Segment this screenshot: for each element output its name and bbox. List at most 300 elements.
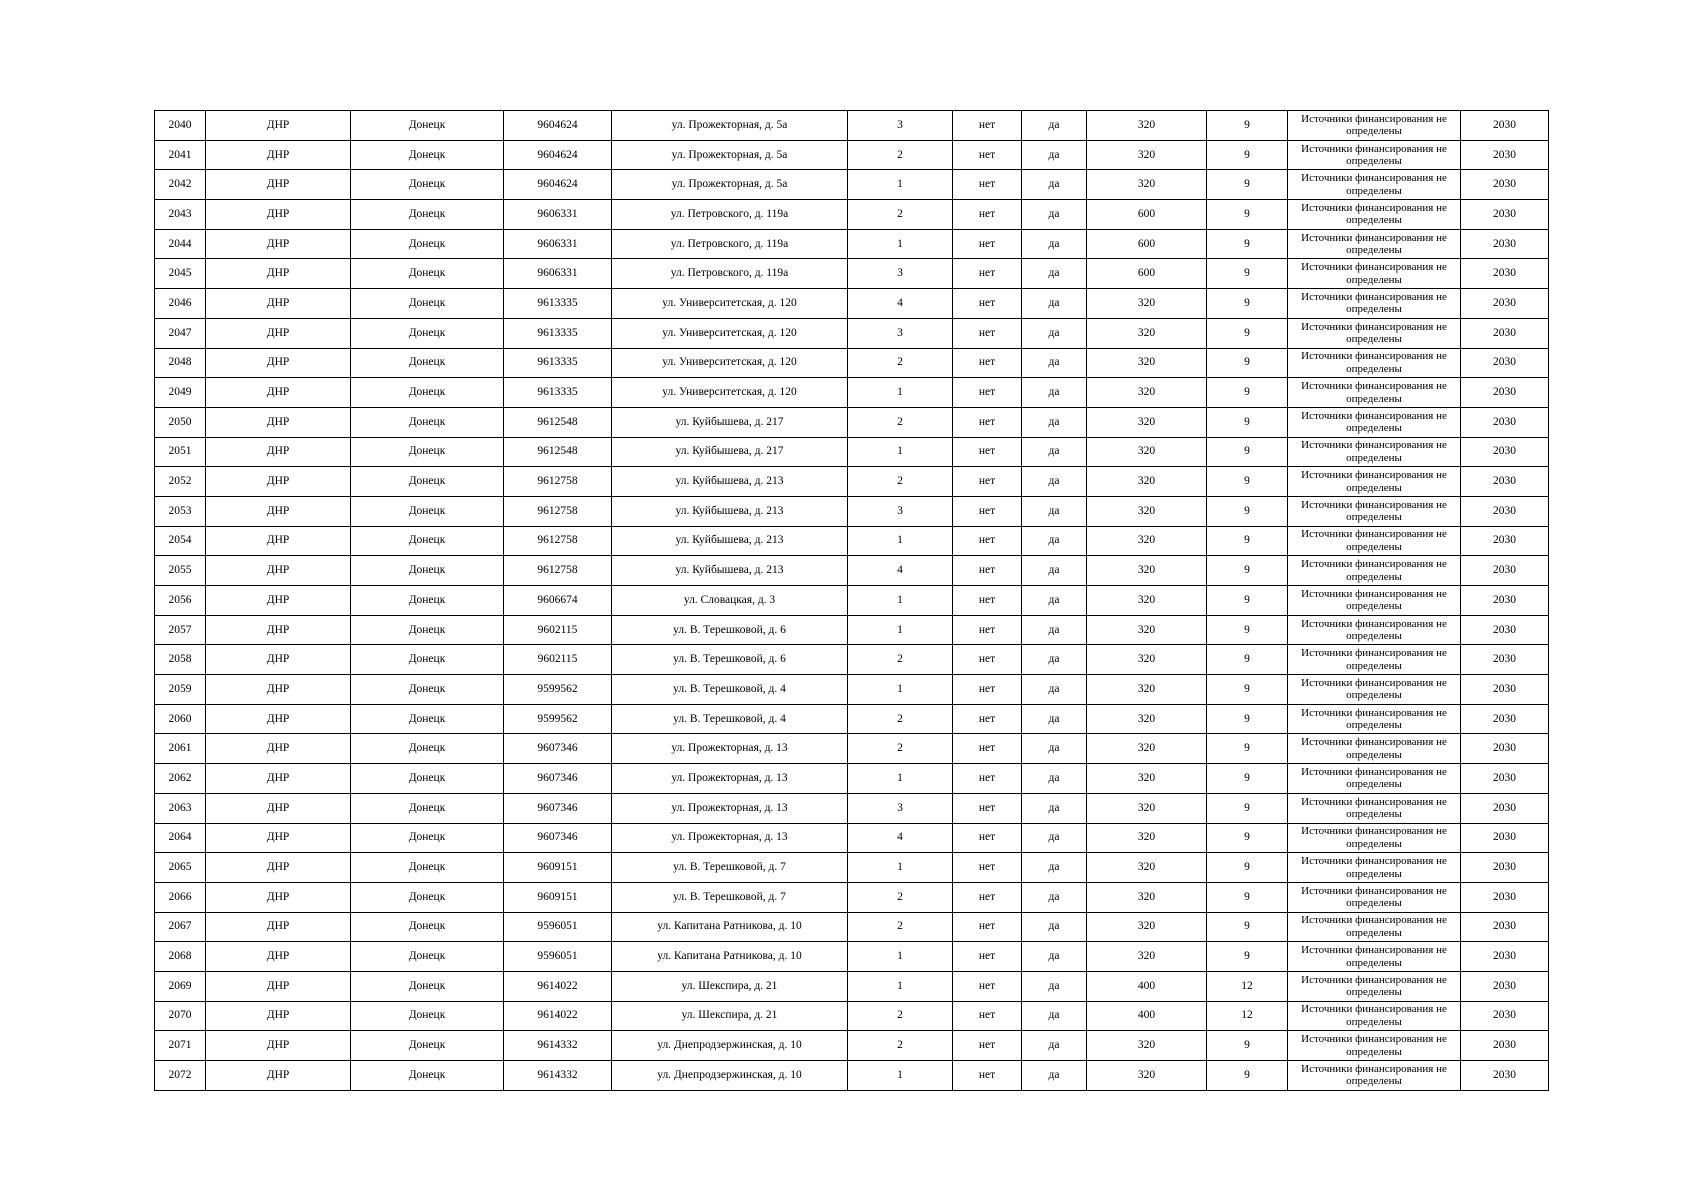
city-cell: Донецк	[351, 170, 504, 200]
address-cell: ул. Днепродзержинская, д. 10	[612, 1031, 848, 1061]
address-cell: ул. Куйбышева, д. 213	[612, 467, 848, 497]
region-cell: ДНР	[206, 378, 351, 408]
floors-cell: 9	[1207, 675, 1288, 705]
financing-cell: Источники финансирования не определены	[1288, 556, 1461, 586]
city-cell: Донецк	[351, 942, 504, 972]
year-cell: 2030	[1461, 496, 1549, 526]
city-cell: Донецк	[351, 645, 504, 675]
capacity-cell: 320	[1087, 912, 1207, 942]
address-cell: ул. Университетская, д. 120	[612, 318, 848, 348]
flag-no-cell: нет	[953, 971, 1022, 1001]
region-cell: ДНР	[206, 1001, 351, 1031]
capacity-cell: 400	[1087, 1001, 1207, 1031]
city-cell: Донецк	[351, 912, 504, 942]
region-cell: ДНР	[206, 645, 351, 675]
financing-cell: Источники финансирования не определены	[1288, 882, 1461, 912]
region-cell: ДНР	[206, 318, 351, 348]
entrance-cell: 1	[848, 378, 953, 408]
flag-yes-cell: да	[1022, 912, 1087, 942]
capacity-cell: 320	[1087, 140, 1207, 170]
region-cell: ДНР	[206, 882, 351, 912]
region-cell: ДНР	[206, 467, 351, 497]
region-cell: ДНР	[206, 793, 351, 823]
financing-cell: Источники финансирования не определены	[1288, 170, 1461, 200]
table-row	[155, 734, 1549, 764]
flag-no-cell: нет	[953, 1031, 1022, 1061]
financing-cell: Источники финансирования не определены	[1288, 793, 1461, 823]
flag-yes-cell: да	[1022, 853, 1087, 883]
address-cell: ул. Куйбышева, д. 213	[612, 526, 848, 556]
address-cell: ул. В. Терешковой, д. 7	[612, 853, 848, 883]
city-cell: Донецк	[351, 823, 504, 853]
capacity-cell: 320	[1087, 170, 1207, 200]
financing-cell: Источники финансирования не определены	[1288, 823, 1461, 853]
financing-cell: Источники финансирования не определены	[1288, 229, 1461, 259]
entrance-cell: 1	[848, 764, 953, 794]
row-number-cell: 2072	[155, 1061, 206, 1091]
region-cell: ДНР	[206, 912, 351, 942]
row-number-cell: 2052	[155, 467, 206, 497]
flag-no-cell: нет	[953, 259, 1022, 289]
year-cell: 2030	[1461, 200, 1549, 230]
address-cell: ул. Университетская, д. 120	[612, 289, 848, 319]
entrance-cell: 1	[848, 526, 953, 556]
row-number-cell: 2047	[155, 318, 206, 348]
table-row	[155, 615, 1549, 645]
address-cell: ул. В. Терешковой, д. 7	[612, 882, 848, 912]
floors-cell: 9	[1207, 853, 1288, 883]
year-cell: 2030	[1461, 318, 1549, 348]
flag-no-cell: нет	[953, 942, 1022, 972]
address-cell: ул. Словацкая, д. 3	[612, 586, 848, 616]
flag-yes-cell: да	[1022, 318, 1087, 348]
flag-no-cell: нет	[953, 140, 1022, 170]
flag-no-cell: нет	[953, 764, 1022, 794]
building-id-cell: 9612548	[504, 407, 612, 437]
row-number-cell: 2068	[155, 942, 206, 972]
row-number-cell: 2046	[155, 289, 206, 319]
row-number-cell: 2071	[155, 1031, 206, 1061]
building-id-cell: 9607346	[504, 793, 612, 823]
building-id-cell: 9612758	[504, 467, 612, 497]
flag-yes-cell: да	[1022, 615, 1087, 645]
flag-yes-cell: да	[1022, 111, 1087, 141]
building-id-cell: 9613335	[504, 378, 612, 408]
entrance-cell: 1	[848, 853, 953, 883]
flag-no-cell: нет	[953, 407, 1022, 437]
table-body	[155, 111, 1549, 1091]
address-cell: ул. Капитана Ратникова, д. 10	[612, 942, 848, 972]
row-number-cell: 2054	[155, 526, 206, 556]
flag-yes-cell: да	[1022, 645, 1087, 675]
building-id-cell: 9612758	[504, 526, 612, 556]
financing-cell: Источники финансирования не определены	[1288, 289, 1461, 319]
row-number-cell: 2041	[155, 140, 206, 170]
entrance-cell: 2	[848, 734, 953, 764]
table-row	[155, 526, 1549, 556]
building-id-cell: 9606674	[504, 586, 612, 616]
address-cell: ул. В. Терешковой, д. 6	[612, 615, 848, 645]
capacity-cell: 320	[1087, 556, 1207, 586]
entrance-cell: 4	[848, 556, 953, 586]
capacity-cell: 320	[1087, 823, 1207, 853]
flag-yes-cell: да	[1022, 437, 1087, 467]
year-cell: 2030	[1461, 823, 1549, 853]
year-cell: 2030	[1461, 853, 1549, 883]
address-cell: ул. Капитана Ратникова, д. 10	[612, 912, 848, 942]
entrance-cell: 4	[848, 289, 953, 319]
region-cell: ДНР	[206, 704, 351, 734]
financing-cell: Источники финансирования не определены	[1288, 437, 1461, 467]
capacity-cell: 320	[1087, 645, 1207, 675]
flag-no-cell: нет	[953, 853, 1022, 883]
financing-cell: Источники финансирования не определены	[1288, 704, 1461, 734]
city-cell: Донецк	[351, 259, 504, 289]
table-row	[155, 586, 1549, 616]
flag-yes-cell: да	[1022, 467, 1087, 497]
floors-cell: 9	[1207, 942, 1288, 972]
region-cell: ДНР	[206, 971, 351, 1001]
address-cell: ул. Петровского, д. 119а	[612, 259, 848, 289]
entrance-cell: 2	[848, 407, 953, 437]
flag-yes-cell: да	[1022, 823, 1087, 853]
city-cell: Донецк	[351, 437, 504, 467]
city-cell: Донецк	[351, 675, 504, 705]
building-id-cell: 9599562	[504, 704, 612, 734]
floors-cell: 9	[1207, 764, 1288, 794]
address-cell: ул. Прожекторная, д. 5а	[612, 140, 848, 170]
table-row	[155, 111, 1549, 141]
year-cell: 2030	[1461, 912, 1549, 942]
floors-cell: 9	[1207, 140, 1288, 170]
region-cell: ДНР	[206, 407, 351, 437]
flag-yes-cell: да	[1022, 971, 1087, 1001]
financing-cell: Источники финансирования не определены	[1288, 348, 1461, 378]
city-cell: Донецк	[351, 140, 504, 170]
year-cell: 2030	[1461, 586, 1549, 616]
row-number-cell: 2044	[155, 229, 206, 259]
building-id-cell: 9596051	[504, 942, 612, 972]
row-number-cell: 2066	[155, 882, 206, 912]
city-cell: Донецк	[351, 1061, 504, 1091]
entrance-cell: 4	[848, 823, 953, 853]
entrance-cell: 2	[848, 467, 953, 497]
flag-yes-cell: да	[1022, 675, 1087, 705]
row-number-cell: 2050	[155, 407, 206, 437]
year-cell: 2030	[1461, 378, 1549, 408]
table-row	[155, 437, 1549, 467]
region-cell: ДНР	[206, 526, 351, 556]
table-row	[155, 348, 1549, 378]
flag-yes-cell: да	[1022, 1061, 1087, 1091]
entrance-cell: 1	[848, 170, 953, 200]
financing-cell: Источники финансирования не определены	[1288, 615, 1461, 645]
building-id-cell: 9613335	[504, 289, 612, 319]
table-row	[155, 912, 1549, 942]
capacity-cell: 400	[1087, 971, 1207, 1001]
city-cell: Донецк	[351, 793, 504, 823]
floors-cell: 9	[1207, 734, 1288, 764]
row-number-cell: 2067	[155, 912, 206, 942]
row-number-cell: 2040	[155, 111, 206, 141]
table-row	[155, 764, 1549, 794]
city-cell: Донецк	[351, 1001, 504, 1031]
building-id-cell: 9612758	[504, 496, 612, 526]
entrance-cell: 1	[848, 1061, 953, 1091]
building-id-cell: 9613335	[504, 318, 612, 348]
table-row	[155, 378, 1549, 408]
entrance-cell: 2	[848, 140, 953, 170]
city-cell: Донецк	[351, 407, 504, 437]
flag-yes-cell: да	[1022, 764, 1087, 794]
year-cell: 2030	[1461, 1001, 1549, 1031]
building-id-cell: 9606331	[504, 229, 612, 259]
floors-cell: 9	[1207, 793, 1288, 823]
capacity-cell: 320	[1087, 793, 1207, 823]
capacity-cell: 320	[1087, 1031, 1207, 1061]
table-row	[155, 971, 1549, 1001]
year-cell: 2030	[1461, 645, 1549, 675]
capacity-cell: 320	[1087, 764, 1207, 794]
floors-cell: 9	[1207, 259, 1288, 289]
building-id-cell: 9609151	[504, 882, 612, 912]
flag-no-cell: нет	[953, 823, 1022, 853]
city-cell: Донецк	[351, 882, 504, 912]
flag-yes-cell: да	[1022, 704, 1087, 734]
building-id-cell: 9614022	[504, 971, 612, 1001]
capacity-cell: 320	[1087, 704, 1207, 734]
entrance-cell: 2	[848, 200, 953, 230]
flag-yes-cell: да	[1022, 259, 1087, 289]
row-number-cell: 2057	[155, 615, 206, 645]
region-cell: ДНР	[206, 615, 351, 645]
table-row	[155, 1001, 1549, 1031]
financing-cell: Источники финансирования не определены	[1288, 140, 1461, 170]
capacity-cell: 320	[1087, 318, 1207, 348]
entrance-cell: 1	[848, 942, 953, 972]
city-cell: Донецк	[351, 318, 504, 348]
city-cell: Донецк	[351, 289, 504, 319]
flag-no-cell: нет	[953, 793, 1022, 823]
row-number-cell: 2045	[155, 259, 206, 289]
city-cell: Донецк	[351, 556, 504, 586]
entrance-cell: 1	[848, 229, 953, 259]
capacity-cell: 600	[1087, 200, 1207, 230]
year-cell: 2030	[1461, 111, 1549, 141]
region-cell: ДНР	[206, 111, 351, 141]
floors-cell: 9	[1207, 111, 1288, 141]
floors-cell: 9	[1207, 615, 1288, 645]
entrance-cell: 2	[848, 912, 953, 942]
entrance-cell: 2	[848, 1031, 953, 1061]
row-number-cell: 2043	[155, 200, 206, 230]
floors-cell: 9	[1207, 348, 1288, 378]
entrance-cell: 3	[848, 318, 953, 348]
table-row	[155, 823, 1549, 853]
table-row	[155, 1061, 1549, 1091]
floors-cell: 9	[1207, 467, 1288, 497]
table-row	[155, 407, 1549, 437]
financing-cell: Источники финансирования не определены	[1288, 467, 1461, 497]
address-cell: ул. Куйбышева, д. 217	[612, 407, 848, 437]
row-number-cell: 2069	[155, 971, 206, 1001]
capacity-cell: 320	[1087, 348, 1207, 378]
table-row	[155, 556, 1549, 586]
flag-no-cell: нет	[953, 289, 1022, 319]
financing-cell: Источники финансирования не определены	[1288, 526, 1461, 556]
address-cell: ул. Шекспира, д. 21	[612, 1001, 848, 1031]
flag-yes-cell: да	[1022, 378, 1087, 408]
flag-no-cell: нет	[953, 229, 1022, 259]
capacity-cell: 320	[1087, 289, 1207, 319]
region-cell: ДНР	[206, 586, 351, 616]
city-cell: Донецк	[351, 467, 504, 497]
flag-no-cell: нет	[953, 348, 1022, 378]
flag-no-cell: нет	[953, 111, 1022, 141]
financing-cell: Источники финансирования не определены	[1288, 1031, 1461, 1061]
floors-cell: 9	[1207, 1031, 1288, 1061]
region-cell: ДНР	[206, 259, 351, 289]
row-number-cell: 2056	[155, 586, 206, 616]
year-cell: 2030	[1461, 259, 1549, 289]
building-id-cell: 9614332	[504, 1031, 612, 1061]
floors-cell: 9	[1207, 170, 1288, 200]
capacity-cell: 320	[1087, 407, 1207, 437]
capacity-cell: 600	[1087, 259, 1207, 289]
address-cell: ул. Прожекторная, д. 13	[612, 764, 848, 794]
table-row	[155, 229, 1549, 259]
flag-no-cell: нет	[953, 556, 1022, 586]
flag-yes-cell: да	[1022, 1031, 1087, 1061]
entrance-cell: 3	[848, 496, 953, 526]
flag-no-cell: нет	[953, 1061, 1022, 1091]
table-row	[155, 942, 1549, 972]
flag-yes-cell: да	[1022, 200, 1087, 230]
financing-cell: Источники финансирования не определены	[1288, 942, 1461, 972]
financing-cell: Источники финансирования не определены	[1288, 586, 1461, 616]
building-id-cell: 9614332	[504, 1061, 612, 1091]
city-cell: Донецк	[351, 764, 504, 794]
floors-cell: 9	[1207, 882, 1288, 912]
year-cell: 2030	[1461, 229, 1549, 259]
address-cell: ул. Прожекторная, д. 5а	[612, 111, 848, 141]
row-number-cell: 2070	[155, 1001, 206, 1031]
city-cell: Донецк	[351, 734, 504, 764]
address-cell: ул. Куйбышева, д. 213	[612, 556, 848, 586]
year-cell: 2030	[1461, 437, 1549, 467]
year-cell: 2030	[1461, 971, 1549, 1001]
region-cell: ДНР	[206, 675, 351, 705]
region-cell: ДНР	[206, 496, 351, 526]
flag-yes-cell: да	[1022, 496, 1087, 526]
financing-cell: Источники финансирования не определены	[1288, 318, 1461, 348]
capacity-cell: 320	[1087, 526, 1207, 556]
row-number-cell: 2055	[155, 556, 206, 586]
flag-yes-cell: да	[1022, 942, 1087, 972]
floors-cell: 12	[1207, 971, 1288, 1001]
table-row	[155, 645, 1549, 675]
flag-yes-cell: да	[1022, 882, 1087, 912]
row-number-cell: 2049	[155, 378, 206, 408]
building-id-cell: 9606331	[504, 200, 612, 230]
city-cell: Донецк	[351, 704, 504, 734]
floors-cell: 9	[1207, 229, 1288, 259]
capacity-cell: 320	[1087, 111, 1207, 141]
floors-cell: 9	[1207, 1061, 1288, 1091]
city-cell: Донецк	[351, 586, 504, 616]
financing-cell: Источники финансирования не определены	[1288, 1001, 1461, 1031]
region-cell: ДНР	[206, 200, 351, 230]
capacity-cell: 320	[1087, 675, 1207, 705]
year-cell: 2030	[1461, 942, 1549, 972]
table-row	[155, 200, 1549, 230]
region-cell: ДНР	[206, 140, 351, 170]
year-cell: 2030	[1461, 348, 1549, 378]
year-cell: 2030	[1461, 1061, 1549, 1091]
year-cell: 2030	[1461, 526, 1549, 556]
city-cell: Донецк	[351, 853, 504, 883]
table-row	[155, 467, 1549, 497]
capacity-cell: 320	[1087, 1061, 1207, 1091]
capacity-cell: 320	[1087, 378, 1207, 408]
table-row	[155, 853, 1549, 883]
region-cell: ДНР	[206, 229, 351, 259]
capacity-cell: 320	[1087, 496, 1207, 526]
flag-yes-cell: да	[1022, 140, 1087, 170]
financing-cell: Источники финансирования не определены	[1288, 378, 1461, 408]
region-cell: ДНР	[206, 170, 351, 200]
year-cell: 2030	[1461, 407, 1549, 437]
floors-cell: 9	[1207, 289, 1288, 319]
row-number-cell: 2064	[155, 823, 206, 853]
year-cell: 2030	[1461, 734, 1549, 764]
floors-cell: 9	[1207, 318, 1288, 348]
city-cell: Донецк	[351, 496, 504, 526]
city-cell: Донецк	[351, 111, 504, 141]
address-cell: ул. Прожекторная, д. 13	[612, 823, 848, 853]
region-cell: ДНР	[206, 437, 351, 467]
address-cell: ул. Днепродзержинская, д. 10	[612, 1061, 848, 1091]
city-cell: Донецк	[351, 971, 504, 1001]
flag-yes-cell: да	[1022, 289, 1087, 319]
flag-yes-cell: да	[1022, 556, 1087, 586]
financing-cell: Источники финансирования не определены	[1288, 764, 1461, 794]
entrance-cell: 2	[848, 348, 953, 378]
entrance-cell: 1	[848, 971, 953, 1001]
building-id-cell: 9613335	[504, 348, 612, 378]
region-cell: ДНР	[206, 823, 351, 853]
capacity-cell: 600	[1087, 229, 1207, 259]
address-cell: ул. Петровского, д. 119а	[612, 229, 848, 259]
financing-cell: Источники финансирования не определены	[1288, 734, 1461, 764]
flag-yes-cell: да	[1022, 793, 1087, 823]
city-cell: Донецк	[351, 348, 504, 378]
flag-yes-cell: да	[1022, 586, 1087, 616]
floors-cell: 12	[1207, 1001, 1288, 1031]
flag-no-cell: нет	[953, 496, 1022, 526]
entrance-cell: 1	[848, 615, 953, 645]
region-cell: ДНР	[206, 764, 351, 794]
financing-cell: Источники финансирования не определены	[1288, 407, 1461, 437]
flag-no-cell: нет	[953, 734, 1022, 764]
address-cell: ул. Университетская, д. 120	[612, 378, 848, 408]
table-row	[155, 793, 1549, 823]
building-id-cell: 9612548	[504, 437, 612, 467]
financing-cell: Источники финансирования не определены	[1288, 111, 1461, 141]
region-cell: ДНР	[206, 1031, 351, 1061]
building-id-cell: 9599562	[504, 675, 612, 705]
building-id-cell: 9609151	[504, 853, 612, 883]
